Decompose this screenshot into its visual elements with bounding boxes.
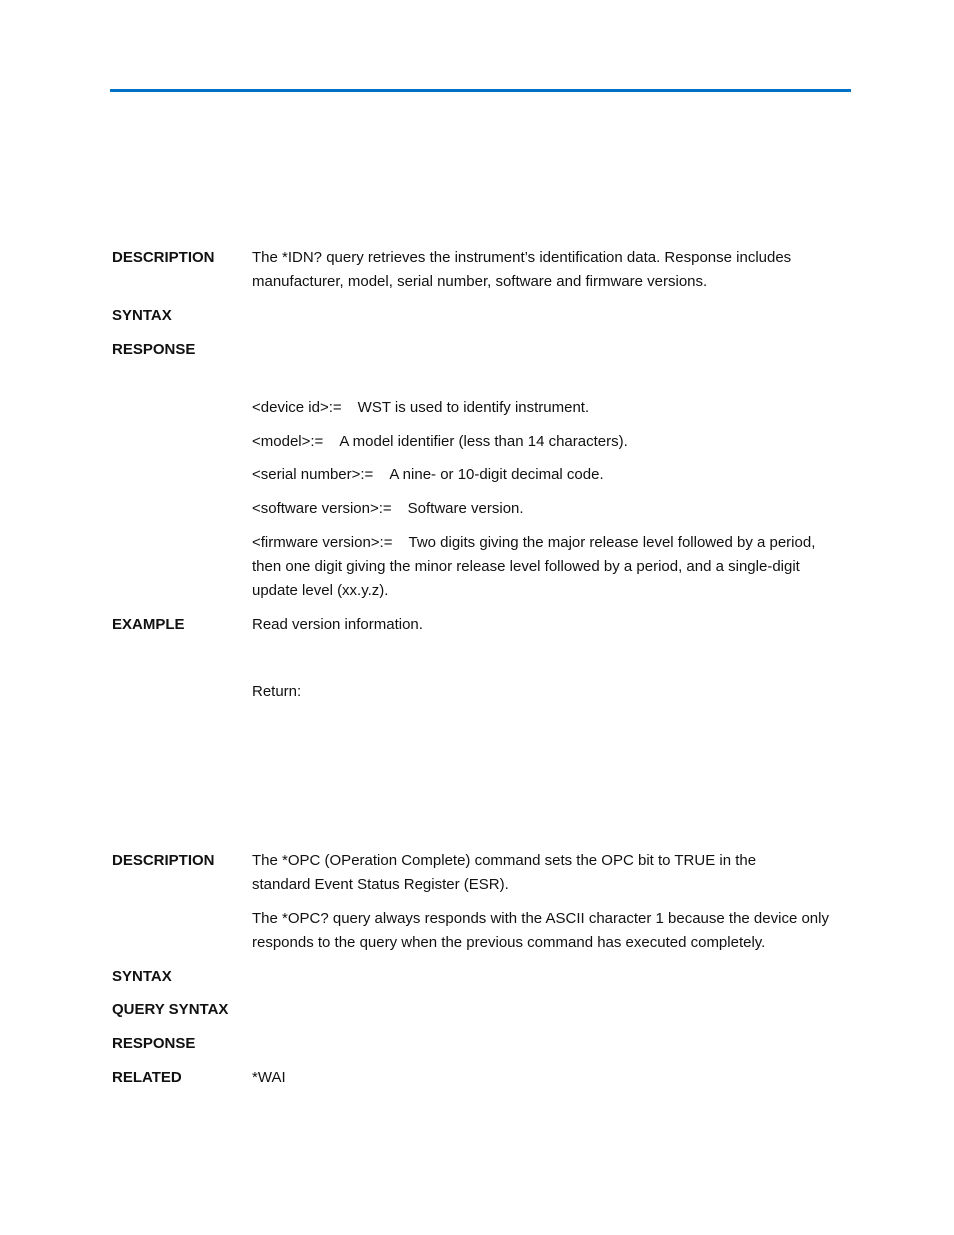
response-definition: Software version. — [407, 500, 524, 517]
idn-description-label: DESCRIPTION — [112, 249, 215, 266]
idn-syntax-label: SYNTAX — [112, 307, 172, 324]
idn-example-label: EXAMPLE — [112, 616, 185, 633]
opc-description-paragraph-2: The *OPC? query always responds with the ASCII character 1 because the device only responds to the query when the previous command has executed completely. — [252, 910, 829, 951]
idn-example-text: Read version information. — [252, 616, 423, 633]
response-term: <device id>:= — [252, 399, 342, 416]
response-item-software-version — [252, 497, 842, 521]
opc-related-text: *WAI — [252, 1069, 286, 1086]
idn-response-label: RESPONSE — [112, 341, 196, 358]
idn-description-text: The *IDN? query retrieves the instrument’s identification data. Response includes manufacturer, model, serial number, software and firmware versions. — [252, 249, 792, 290]
response-definition: Two digits giving the major release level followed by a period, then one digit giving the minor release level followed by a period, and a single-digit update level (xx.y.z). — [252, 534, 816, 599]
response-definition: A model identifier (less than 14 characters). — [339, 433, 628, 450]
opc-response-label: RESPONSE — [112, 1035, 196, 1052]
response-item-firmware-version — [252, 531, 817, 603]
response-term: <model>:= — [252, 433, 324, 450]
response-item-device-id — [252, 396, 842, 420]
response-term: <serial number>:= — [252, 466, 374, 483]
response-term: <software version>:= — [252, 500, 392, 517]
response-term: <firmware version>:= — [252, 534, 393, 551]
response-item-serial-number — [252, 463, 842, 487]
response-definition: A nine- or 10-digit decimal code. — [389, 466, 604, 483]
header-rule — [110, 89, 851, 92]
opc-description-paragraph-1: The *OPC (OPeration Complete) command sets the OPC bit to TRUE in the standard Event Status Register (ESR). — [252, 852, 757, 893]
response-definition: WST is used to identify instrument. — [357, 399, 590, 416]
response-item-model — [252, 430, 842, 454]
opc-syntax-label: SYNTAX — [112, 968, 172, 985]
idn-return-text: Return: — [252, 683, 302, 700]
opc-query-syntax-label: QUERY SYNTAX — [112, 1001, 229, 1018]
opc-related-label: RELATED — [112, 1069, 182, 1086]
opc-description-label: DESCRIPTION — [112, 852, 215, 869]
